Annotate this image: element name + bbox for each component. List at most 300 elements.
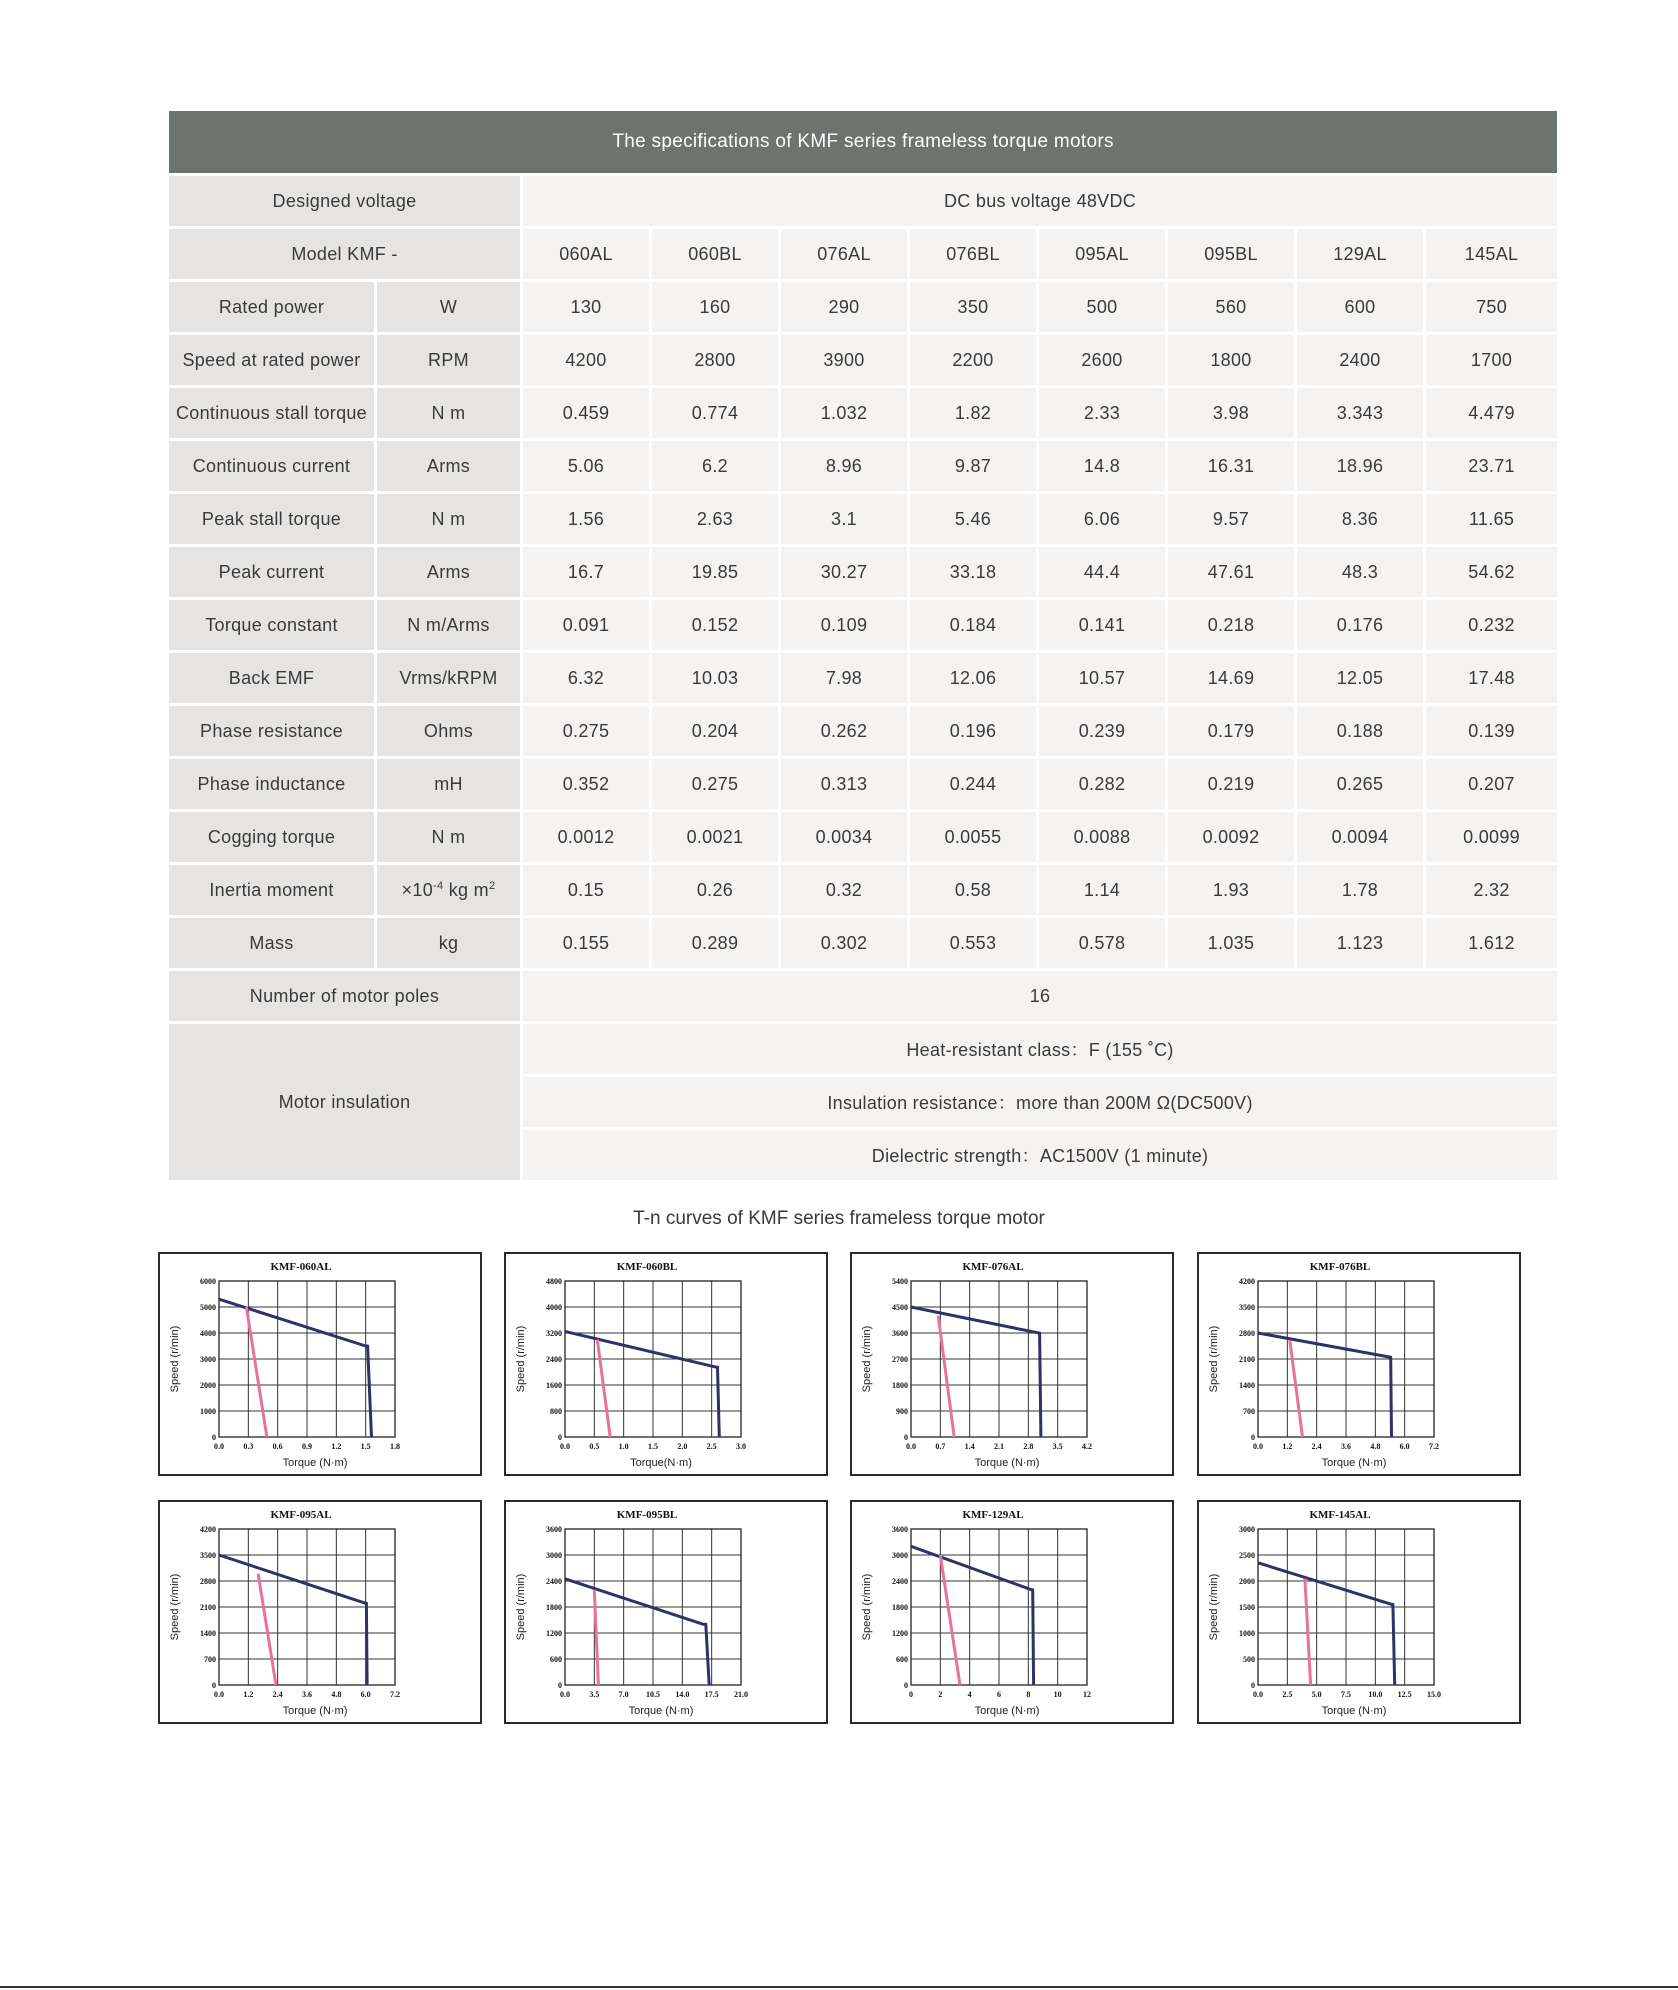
y-axis-label: Speed (r/min) bbox=[515, 1325, 527, 1393]
spec-cell: 0.179 bbox=[1168, 706, 1294, 756]
spec-cell: 0.219 bbox=[1168, 759, 1294, 809]
x-tick-label: 10.0 bbox=[1368, 1690, 1383, 1699]
spec-cell: 0.109 bbox=[781, 600, 907, 650]
spec-cell: 4200 bbox=[523, 335, 649, 385]
spec-cell: 6.32 bbox=[523, 653, 649, 703]
insulation-line: Heat-resistant class：F (155 ˚C) bbox=[523, 1024, 1557, 1074]
x-tick-label: 12 bbox=[1083, 1690, 1091, 1699]
spec-cell: 0.275 bbox=[652, 759, 778, 809]
spec-row bbox=[169, 547, 1557, 597]
y-tick-label: 3600 bbox=[892, 1329, 908, 1338]
x-tick-label: 2.4 bbox=[272, 1690, 283, 1699]
chart-title: KMF-060BL bbox=[616, 1261, 678, 1273]
insulation-line: Dielectric strength：AC1500V (1 minute) bbox=[523, 1130, 1557, 1180]
spec-cell: 0.188 bbox=[1297, 706, 1423, 756]
spec-cell: 560 bbox=[1168, 282, 1294, 332]
series-line bbox=[258, 1574, 276, 1685]
y-tick-label: 1400 bbox=[200, 1629, 216, 1638]
x-tick-label: 12.5 bbox=[1397, 1690, 1412, 1699]
spec-cell: 0.302 bbox=[781, 918, 907, 968]
y-tick-label: 1200 bbox=[546, 1629, 562, 1638]
y-tick-label: 3000 bbox=[1239, 1525, 1255, 1534]
y-tick-label: 0 bbox=[558, 1681, 562, 1690]
y-tick-label: 2400 bbox=[892, 1577, 908, 1586]
spec-cell: 1.82 bbox=[910, 388, 1036, 438]
spec-cell: 3.1 bbox=[781, 494, 907, 544]
chart-svg bbox=[160, 1254, 480, 1474]
x-tick-label: 1.5 bbox=[360, 1442, 371, 1451]
y-tick-label: 4500 bbox=[892, 1303, 908, 1312]
spec-cell: 48.3 bbox=[1297, 547, 1423, 597]
spec-row-unit: kg bbox=[377, 918, 520, 968]
y-tick-label: 6000 bbox=[200, 1277, 216, 1286]
chart-title: KMF-076AL bbox=[962, 1261, 1024, 1273]
x-tick-label: 21.0 bbox=[734, 1690, 748, 1699]
spec-row bbox=[169, 918, 1557, 968]
spec-row-label: Phase inductance bbox=[169, 759, 374, 809]
y-tick-label: 600 bbox=[896, 1655, 908, 1664]
spec-cell: 14.8 bbox=[1039, 441, 1165, 491]
spec-row bbox=[169, 388, 1557, 438]
spec-cell: 0.289 bbox=[652, 918, 778, 968]
spec-row-unit: N m bbox=[377, 388, 520, 438]
y-tick-label: 2400 bbox=[546, 1355, 562, 1364]
insulation-line: Insulation resistance：more than 200M Ω(DC500V) bbox=[523, 1077, 1557, 1127]
poles-label: Number of motor poles bbox=[169, 971, 520, 1021]
x-axis-label: Torque (N·m) bbox=[974, 1457, 1040, 1469]
y-tick-label: 1500 bbox=[1239, 1603, 1255, 1612]
model-cell: 145AL bbox=[1426, 229, 1557, 279]
spec-row bbox=[169, 441, 1557, 491]
spec-cell: 1.123 bbox=[1297, 918, 1423, 968]
y-tick-label: 2700 bbox=[892, 1355, 908, 1364]
y-tick-label: 1800 bbox=[892, 1381, 908, 1390]
spec-cell: 33.18 bbox=[910, 547, 1036, 597]
y-axis-label: Speed (r/min) bbox=[861, 1325, 873, 1393]
spec-cell: 290 bbox=[781, 282, 907, 332]
x-tick-label: 1.4 bbox=[964, 1442, 975, 1451]
x-tick-label: 0.0 bbox=[906, 1442, 916, 1451]
spec-row bbox=[169, 759, 1557, 809]
y-tick-label: 5400 bbox=[892, 1277, 908, 1286]
spec-cell: 17.48 bbox=[1426, 653, 1557, 703]
spec-row-label: Inertia moment bbox=[169, 865, 374, 915]
spec-cell: 16.31 bbox=[1168, 441, 1294, 491]
spec-table bbox=[166, 108, 1560, 1183]
y-tick-label: 0 bbox=[1251, 1433, 1255, 1442]
spec-row-label: Speed at rated power bbox=[169, 335, 374, 385]
spec-cell: 0.155 bbox=[523, 918, 649, 968]
spec-cell: 12.05 bbox=[1297, 653, 1423, 703]
spec-cell: 0.0012 bbox=[523, 812, 649, 862]
spec-cell: 0.0021 bbox=[652, 812, 778, 862]
x-tick-label: 15.0 bbox=[1427, 1690, 1441, 1699]
spec-cell: 2400 bbox=[1297, 335, 1423, 385]
y-tick-label: 700 bbox=[1243, 1407, 1255, 1416]
series-line bbox=[565, 1331, 719, 1437]
spec-cell: 1.035 bbox=[1168, 918, 1294, 968]
x-tick-label: 4 bbox=[967, 1690, 972, 1699]
y-tick-label: 0 bbox=[558, 1433, 562, 1442]
spec-cell: 4.479 bbox=[1426, 388, 1557, 438]
tn-chart bbox=[850, 1500, 1174, 1724]
spec-cell: 11.65 bbox=[1426, 494, 1557, 544]
spec-row bbox=[169, 653, 1557, 703]
spec-cell: 19.85 bbox=[652, 547, 778, 597]
x-axis-label: Torque (N·m) bbox=[282, 1457, 348, 1469]
chart-svg bbox=[1199, 1502, 1519, 1722]
chart-title: KMF-095BL bbox=[616, 1509, 678, 1521]
spec-row-unit: W bbox=[377, 282, 520, 332]
tn-chart bbox=[1197, 1500, 1521, 1724]
spec-cell: 0.204 bbox=[652, 706, 778, 756]
spec-cell: 3.343 bbox=[1297, 388, 1423, 438]
spec-cell: 6.2 bbox=[652, 441, 778, 491]
series-line bbox=[565, 1579, 709, 1685]
y-tick-label: 1800 bbox=[892, 1603, 908, 1612]
spec-cell: 10.57 bbox=[1039, 653, 1165, 703]
spec-cell: 8.96 bbox=[781, 441, 907, 491]
x-tick-label: 0.0 bbox=[214, 1442, 224, 1451]
y-tick-label: 2800 bbox=[200, 1577, 216, 1586]
unit-part: kg m bbox=[443, 879, 489, 900]
x-tick-label: 0 bbox=[909, 1690, 913, 1699]
spec-cell: 2.63 bbox=[652, 494, 778, 544]
tn-chart bbox=[504, 1252, 828, 1476]
x-tick-label: 3.5 bbox=[589, 1690, 600, 1699]
y-tick-label: 5000 bbox=[200, 1303, 216, 1312]
y-tick-label: 1000 bbox=[1239, 1629, 1255, 1638]
y-tick-label: 3000 bbox=[200, 1355, 216, 1364]
y-tick-label: 800 bbox=[550, 1407, 562, 1416]
spec-cell: 14.69 bbox=[1168, 653, 1294, 703]
y-tick-label: 4200 bbox=[1239, 1277, 1255, 1286]
x-tick-label: 0.6 bbox=[272, 1442, 283, 1451]
page-bottom-rule bbox=[0, 1986, 1678, 1988]
x-tick-label: 2.8 bbox=[1023, 1442, 1034, 1451]
x-tick-label: 4.2 bbox=[1082, 1442, 1092, 1451]
tn-chart bbox=[1197, 1252, 1521, 1476]
series-line bbox=[911, 1307, 1041, 1437]
spec-row-unit: N m bbox=[377, 494, 520, 544]
y-axis-label: Speed (r/min) bbox=[1208, 1325, 1220, 1393]
spec-cell: 1.78 bbox=[1297, 865, 1423, 915]
spec-row-unit: Arms bbox=[377, 547, 520, 597]
x-tick-label: 3.6 bbox=[302, 1690, 312, 1699]
y-tick-label: 3000 bbox=[892, 1551, 908, 1560]
spec-row-label: Back EMF bbox=[169, 653, 374, 703]
x-tick-label: 5.0 bbox=[1311, 1690, 1322, 1699]
y-tick-label: 1800 bbox=[546, 1603, 562, 1612]
spec-cell: 2800 bbox=[652, 335, 778, 385]
spec-cell: 0.091 bbox=[523, 600, 649, 650]
curves-title: T-n curves of KMF series frameless torque motor bbox=[633, 1208, 1045, 1229]
y-tick-label: 0 bbox=[1251, 1681, 1255, 1690]
chart-title: KMF-145AL bbox=[1309, 1509, 1371, 1521]
chart-svg bbox=[506, 1502, 826, 1722]
chart-title: KMF-095AL bbox=[270, 1509, 332, 1521]
spec-cell: 130 bbox=[523, 282, 649, 332]
spec-cell: 2.32 bbox=[1426, 865, 1557, 915]
spec-cell: 0.0092 bbox=[1168, 812, 1294, 862]
x-tick-label: 1.2 bbox=[243, 1690, 254, 1699]
spec-row-unit: mH bbox=[377, 759, 520, 809]
y-tick-label: 4800 bbox=[546, 1277, 562, 1286]
spec-cell: 1.032 bbox=[781, 388, 907, 438]
y-axis-label: Speed (r/min) bbox=[515, 1573, 527, 1641]
spec-cell: 2.33 bbox=[1039, 388, 1165, 438]
y-tick-label: 3500 bbox=[200, 1551, 216, 1560]
x-axis-label: Torque (N·m) bbox=[1321, 1457, 1387, 1469]
spec-cell: 0.244 bbox=[910, 759, 1036, 809]
table-title: The specifications of KMF series frameless torque motors bbox=[169, 111, 1557, 173]
spec-cell: 1.56 bbox=[523, 494, 649, 544]
tn-chart bbox=[158, 1252, 482, 1476]
x-tick-label: 0.0 bbox=[214, 1690, 224, 1699]
x-tick-label: 1.2 bbox=[331, 1442, 342, 1451]
x-axis-label: Torque (N·m) bbox=[974, 1705, 1040, 1717]
model-label: Model KMF - bbox=[169, 229, 520, 279]
spec-cell: 0.58 bbox=[910, 865, 1036, 915]
y-tick-label: 4000 bbox=[200, 1329, 216, 1338]
y-tick-label: 2100 bbox=[200, 1603, 216, 1612]
x-tick-label: 1.0 bbox=[618, 1442, 629, 1451]
y-tick-label: 3600 bbox=[546, 1525, 562, 1534]
spec-row bbox=[169, 812, 1557, 862]
x-axis-label: Torque(N·m) bbox=[630, 1457, 692, 1469]
x-tick-label: 1.8 bbox=[390, 1442, 400, 1451]
spec-cell: 0.184 bbox=[910, 600, 1036, 650]
x-tick-label: 1.5 bbox=[648, 1442, 658, 1451]
x-tick-label: 1.2 bbox=[1282, 1442, 1293, 1451]
model-cell: 076BL bbox=[910, 229, 1036, 279]
x-tick-label: 2.0 bbox=[677, 1442, 688, 1451]
x-tick-label: 3.0 bbox=[736, 1442, 746, 1451]
tn-chart bbox=[158, 1500, 482, 1724]
spec-cell: 0.0099 bbox=[1426, 812, 1557, 862]
y-axis-label: Speed (r/min) bbox=[169, 1573, 181, 1641]
insulation-label: Motor insulation bbox=[169, 1024, 520, 1180]
spec-row-unit: Arms bbox=[377, 441, 520, 491]
y-tick-label: 4000 bbox=[546, 1303, 562, 1312]
spec-cell: 16.7 bbox=[523, 547, 649, 597]
series-line bbox=[1305, 1578, 1311, 1685]
series-line bbox=[1290, 1340, 1303, 1437]
spec-cell: 0.262 bbox=[781, 706, 907, 756]
y-tick-label: 0 bbox=[904, 1681, 908, 1690]
spec-cell: 3.98 bbox=[1168, 388, 1294, 438]
spec-cell: 54.62 bbox=[1426, 547, 1557, 597]
spec-row bbox=[169, 282, 1557, 332]
x-tick-label: 6.0 bbox=[1399, 1442, 1410, 1451]
spec-cell: 0.232 bbox=[1426, 600, 1557, 650]
spec-cell: 12.06 bbox=[910, 653, 1036, 703]
y-tick-label: 2000 bbox=[200, 1381, 216, 1390]
tn-chart bbox=[850, 1252, 1174, 1476]
y-tick-label: 600 bbox=[550, 1655, 562, 1664]
chart-svg bbox=[160, 1502, 480, 1722]
chart-svg bbox=[506, 1254, 826, 1474]
spec-row-unit bbox=[377, 865, 520, 915]
y-tick-label: 900 bbox=[896, 1407, 908, 1416]
x-tick-label: 0.3 bbox=[243, 1442, 254, 1451]
spec-cell: 18.96 bbox=[1297, 441, 1423, 491]
model-cell: 076AL bbox=[781, 229, 907, 279]
x-tick-label: 7.0 bbox=[618, 1690, 629, 1699]
model-cell: 095AL bbox=[1039, 229, 1165, 279]
series-line bbox=[911, 1546, 1034, 1685]
x-tick-label: 4.8 bbox=[1370, 1442, 1381, 1451]
spec-cell: 1700 bbox=[1426, 335, 1557, 385]
y-tick-label: 0 bbox=[212, 1681, 216, 1690]
spec-cell: 350 bbox=[910, 282, 1036, 332]
x-tick-label: 0.7 bbox=[935, 1442, 946, 1451]
y-tick-label: 1200 bbox=[892, 1629, 908, 1638]
y-tick-label: 3600 bbox=[892, 1525, 908, 1534]
x-tick-label: 7.5 bbox=[1341, 1690, 1351, 1699]
y-tick-label: 1600 bbox=[546, 1381, 562, 1390]
spec-cell: 2200 bbox=[910, 335, 1036, 385]
spec-cell: 30.27 bbox=[781, 547, 907, 597]
designed-voltage-label: Designed voltage bbox=[169, 176, 520, 226]
spec-row bbox=[169, 865, 1557, 915]
chart-svg bbox=[1199, 1254, 1519, 1474]
y-tick-label: 2800 bbox=[1239, 1329, 1255, 1338]
spec-cell: 5.06 bbox=[523, 441, 649, 491]
spec-cell: 0.152 bbox=[652, 600, 778, 650]
y-tick-label: 2500 bbox=[1239, 1551, 1255, 1560]
y-tick-label: 3200 bbox=[546, 1329, 562, 1338]
spec-row-label: Peak stall torque bbox=[169, 494, 374, 544]
unit-part: ×10 bbox=[401, 879, 434, 900]
x-tick-label: 0.0 bbox=[560, 1690, 570, 1699]
spec-cell: 2600 bbox=[1039, 335, 1165, 385]
y-tick-label: 1400 bbox=[1239, 1381, 1255, 1390]
y-tick-label: 4200 bbox=[200, 1525, 216, 1534]
spec-row-label: Mass bbox=[169, 918, 374, 968]
spec-cell: 9.57 bbox=[1168, 494, 1294, 544]
spec-cell: 0.196 bbox=[910, 706, 1036, 756]
x-tick-label: 0.9 bbox=[302, 1442, 312, 1451]
y-tick-label: 2400 bbox=[546, 1577, 562, 1586]
spec-cell: 0.141 bbox=[1039, 600, 1165, 650]
spec-row-unit: Vrms/kRPM bbox=[377, 653, 520, 703]
spec-cell: 0.459 bbox=[523, 388, 649, 438]
x-tick-label: 2.4 bbox=[1311, 1442, 1322, 1451]
spec-cell: 0.176 bbox=[1297, 600, 1423, 650]
y-axis-label: Speed (r/min) bbox=[169, 1325, 181, 1393]
x-axis-label: Torque (N·m) bbox=[628, 1705, 694, 1717]
x-tick-label: 14.0 bbox=[675, 1690, 690, 1699]
spec-cell: 1.612 bbox=[1426, 918, 1557, 968]
y-tick-label: 2100 bbox=[1239, 1355, 1255, 1364]
tn-chart bbox=[504, 1500, 828, 1724]
spec-row-unit: RPM bbox=[377, 335, 520, 385]
spec-row bbox=[169, 494, 1557, 544]
chart-svg bbox=[852, 1254, 1172, 1474]
series-line bbox=[219, 1299, 372, 1437]
x-tick-label: 3.5 bbox=[1052, 1442, 1063, 1451]
y-tick-label: 3000 bbox=[546, 1551, 562, 1560]
x-axis-label: Torque (N·m) bbox=[282, 1705, 348, 1717]
model-cell: 060AL bbox=[523, 229, 649, 279]
spec-cell: 0.15 bbox=[523, 865, 649, 915]
spec-cell: 0.0034 bbox=[781, 812, 907, 862]
chart-title: KMF-060AL bbox=[270, 1261, 332, 1273]
x-tick-label: 7.2 bbox=[390, 1690, 400, 1699]
x-tick-label: 2 bbox=[938, 1690, 943, 1699]
series-line bbox=[594, 1590, 598, 1685]
spec-cell: 23.71 bbox=[1426, 441, 1557, 491]
series-line bbox=[597, 1340, 610, 1438]
spec-cell: 0.265 bbox=[1297, 759, 1423, 809]
spec-cell: 7.98 bbox=[781, 653, 907, 703]
spec-cell: 9.87 bbox=[910, 441, 1036, 491]
spec-cell: 10.03 bbox=[652, 653, 778, 703]
x-tick-label: 3.6 bbox=[1341, 1442, 1351, 1451]
x-tick-label: 2.5 bbox=[1282, 1690, 1293, 1699]
spec-cell: 0.0055 bbox=[910, 812, 1036, 862]
x-tick-label: 0.0 bbox=[1253, 1442, 1263, 1451]
spec-cell: 44.4 bbox=[1039, 547, 1165, 597]
spec-cell: 0.275 bbox=[523, 706, 649, 756]
y-tick-label: 1000 bbox=[200, 1407, 216, 1416]
designed-voltage-value: DC bus voltage 48VDC bbox=[523, 176, 1557, 226]
y-axis-label: Speed (r/min) bbox=[861, 1573, 873, 1641]
spec-cell: 0.352 bbox=[523, 759, 649, 809]
spec-cell: 0.774 bbox=[652, 388, 778, 438]
spec-cell: 1.93 bbox=[1168, 865, 1294, 915]
spec-cell: 0.0088 bbox=[1039, 812, 1165, 862]
x-axis-label: Torque (N·m) bbox=[1321, 1705, 1387, 1717]
x-tick-label: 10 bbox=[1053, 1690, 1062, 1699]
y-tick-label: 3500 bbox=[1239, 1303, 1255, 1312]
x-tick-label: 17.5 bbox=[704, 1690, 719, 1699]
spec-row-label: Peak current bbox=[169, 547, 374, 597]
spec-cell: 5.46 bbox=[910, 494, 1036, 544]
poles-value: 16 bbox=[523, 971, 1557, 1021]
chart-svg bbox=[852, 1502, 1172, 1722]
spec-cell: 0.218 bbox=[1168, 600, 1294, 650]
spec-row-unit: N m/Arms bbox=[377, 600, 520, 650]
spec-row-label: Phase resistance bbox=[169, 706, 374, 756]
x-tick-label: 8 bbox=[1026, 1690, 1031, 1699]
spec-cell: 500 bbox=[1039, 282, 1165, 332]
spec-cell: 600 bbox=[1297, 282, 1423, 332]
spec-row-label: Continuous current bbox=[169, 441, 374, 491]
series-line bbox=[940, 1555, 960, 1685]
spec-cell: 8.36 bbox=[1297, 494, 1423, 544]
spec-cell: 6.06 bbox=[1039, 494, 1165, 544]
model-cell: 129AL bbox=[1297, 229, 1423, 279]
chart-title: KMF-129AL bbox=[962, 1509, 1024, 1521]
model-cell: 060BL bbox=[652, 229, 778, 279]
x-tick-label: 4.8 bbox=[331, 1690, 342, 1699]
spec-cell: 1800 bbox=[1168, 335, 1294, 385]
y-tick-label: 0 bbox=[212, 1433, 216, 1442]
spec-cell: 0.139 bbox=[1426, 706, 1557, 756]
chart-title: KMF-076BL bbox=[1309, 1261, 1371, 1273]
spec-cell: 1.14 bbox=[1039, 865, 1165, 915]
spec-cell: 3900 bbox=[781, 335, 907, 385]
spec-row-label: Cogging torque bbox=[169, 812, 374, 862]
spec-cell: 0.0094 bbox=[1297, 812, 1423, 862]
spec-cell: 0.26 bbox=[652, 865, 778, 915]
spec-row bbox=[169, 600, 1557, 650]
spec-cell: 160 bbox=[652, 282, 778, 332]
spec-row-label: Torque constant bbox=[169, 600, 374, 650]
unit-part: -4 bbox=[433, 879, 444, 892]
